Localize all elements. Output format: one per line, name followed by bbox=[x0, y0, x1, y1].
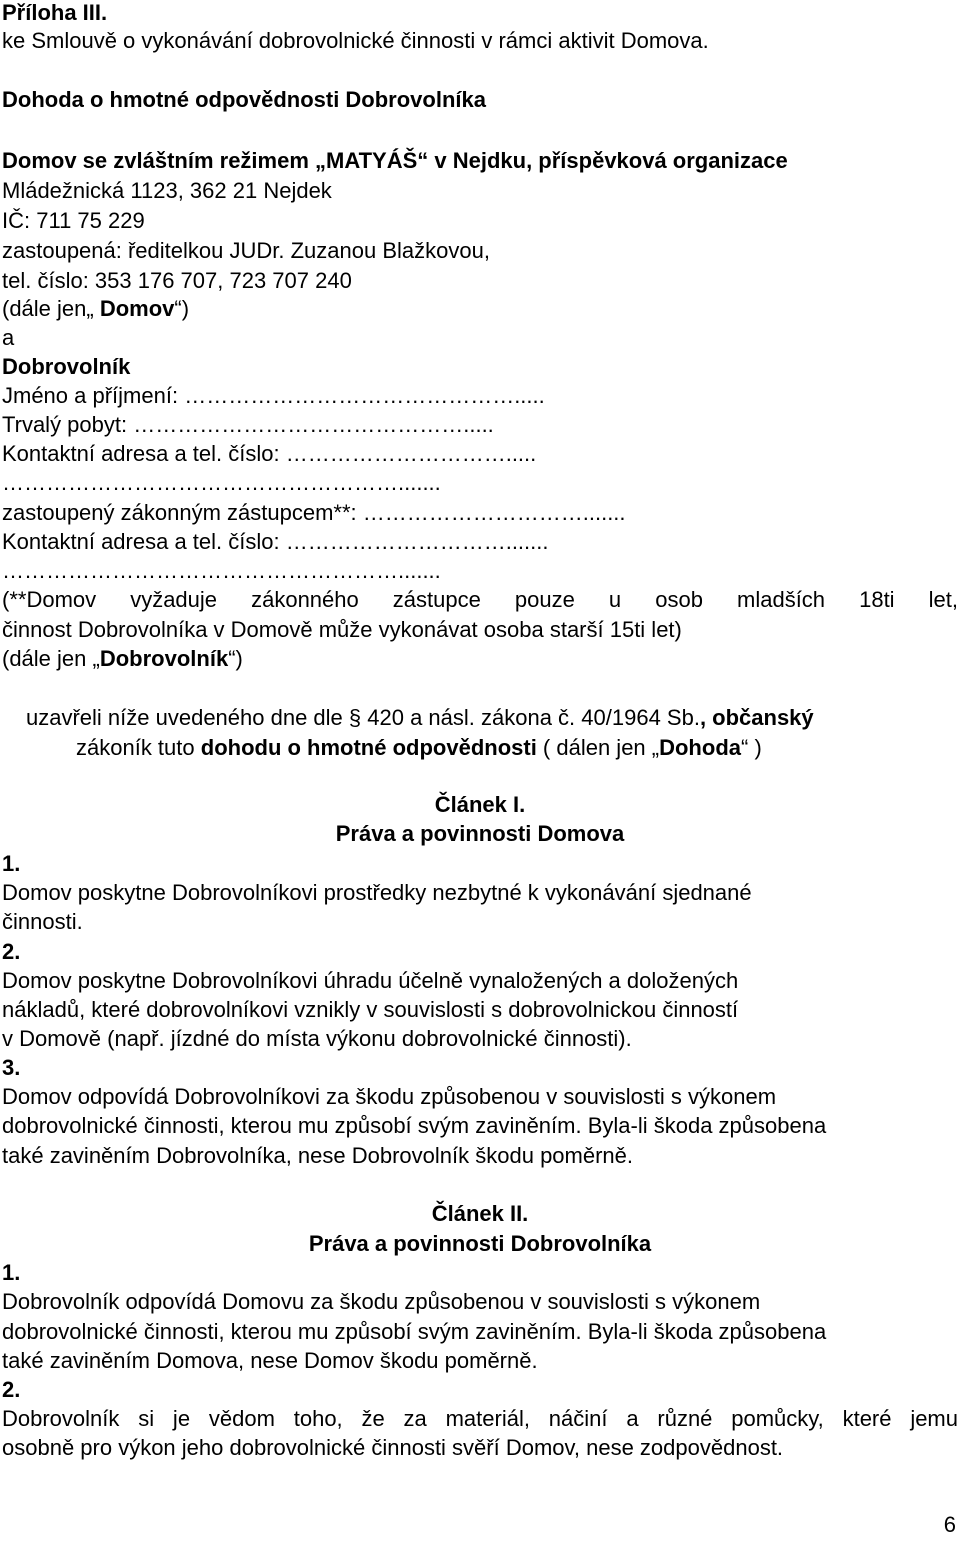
guardian-note-line-2: činnost Dobrovolníka v Domově může vykonávat osoba starší 15ti let) bbox=[2, 617, 682, 642]
annex-label: Příloha III. bbox=[2, 0, 108, 25]
article-2-item-1-line: dobrovolnické činnosti, kterou mu způsobí svým zaviněním. Byla-li škoda způsobena bbox=[2, 1319, 827, 1344]
alias-name: Dobrovolník bbox=[99, 646, 229, 671]
domov-name: Domov se zvláštním režimem „MATYÁŠ“ v Nejdku, příspěvková organizace bbox=[2, 148, 788, 173]
representative-line: zastoupený zákonným zástupcem**: …………………………....... bbox=[2, 500, 626, 525]
contract-reference: ke Smlouvě o vykonávání dobrovolnické činnosti v rámci aktivit Domova. bbox=[2, 28, 709, 53]
domov-represented: zastoupená: ředitelkou JUDr. Zuzanou Blažkovou, bbox=[2, 238, 490, 263]
article-2-item-2-line: osobně pro výkon jeho dobrovolnické činnosti svěří Domov, nese zodpovědnost. bbox=[2, 1435, 784, 1460]
alias-name: Domov bbox=[99, 296, 175, 321]
article-1-item-1-line: Domov poskytne Dobrovolníkovi prostředky nezbytné k vykonávání sjednané bbox=[2, 880, 752, 905]
alias-suffix: “) bbox=[228, 646, 243, 671]
article-1-number: Článek I. bbox=[434, 792, 526, 817]
agreement-text: , občanský bbox=[699, 705, 814, 730]
article-1-item-1-number: 1. bbox=[2, 851, 21, 876]
document-title: Dohoda o hmotné odpovědnosti Dobrovolníka bbox=[2, 87, 486, 112]
agreement-alias: Dohoda bbox=[659, 735, 741, 760]
agreement-text: uzavřeli níže uvedeného dne dle § 420 a násl. zákona č. 40/1964 Sb. bbox=[26, 705, 700, 730]
conjunction: a bbox=[2, 325, 15, 350]
volunteer-contact-line: Kontaktní adresa a tel. číslo: …………………………..... bbox=[2, 441, 537, 466]
alias-prefix: (dále jen „ bbox=[2, 646, 100, 671]
article-2-item-2-number: 2. bbox=[2, 1377, 21, 1402]
article-1-item-3-line: Domov odpovídá Dobrovolníkovi za škodu způsobenou v souvislosti s výkonem bbox=[2, 1084, 777, 1109]
article-1-item-3-line: také zaviněním Dobrovolníka, nese Dobrovolník škodu poměrně. bbox=[2, 1143, 634, 1168]
article-1-item-1-line: činnosti. bbox=[2, 909, 83, 934]
article-1-title: Práva a povinnosti Domova bbox=[335, 821, 625, 846]
domov-address: Mládežnická 1123, 362 21 Nejdek bbox=[2, 178, 332, 203]
agreement-bold-text: dohodu o hmotné odpovědnosti bbox=[200, 735, 537, 760]
agreement-text: zákoník tuto bbox=[76, 735, 201, 760]
volunteer-name-line: Jméno a příjmení: ………………………………………..... bbox=[2, 383, 545, 408]
article-1-item-3-number: 3. bbox=[2, 1055, 21, 1080]
agreement-text: “ ) bbox=[741, 735, 762, 760]
article-1-item-2-line: nákladů, které dobrovolníkovi vznikly v souvislosti s dobrovolnickou činností bbox=[2, 997, 739, 1022]
representative-contact-line-cont: ………………………………………………....... bbox=[2, 558, 441, 583]
agreement-text: ( dálen jen „ bbox=[536, 735, 660, 760]
article-2-item-1-number: 1. bbox=[2, 1260, 21, 1285]
volunteer-contact-line-cont: ………………………………………………....... bbox=[2, 470, 441, 495]
article-2-item-1-line: také zaviněním Domova, nese Domov škodu poměrně. bbox=[2, 1348, 538, 1373]
agreement-line-1 bbox=[26, 705, 814, 731]
volunteer-heading: Dobrovolník bbox=[2, 354, 131, 379]
volunteer-residence-line: Trvalý pobyt: ………………………………………..... bbox=[2, 412, 494, 437]
article-2-item-2-line: Dobrovolník si je vědom toho, že za materiál, náčiní a různé pomůcky, které jemu bbox=[2, 1406, 958, 1431]
guardian-note-line-1: (**Domov vyžaduje zákonného zástupce pouze u osob mladších 18ti let, bbox=[2, 587, 958, 612]
article-2-title: Práva a povinnosti Dobrovolníka bbox=[308, 1231, 652, 1256]
article-1-item-2-line: v Domově (např. jízdné do místa výkonu dobrovolnické činnosti). bbox=[2, 1026, 632, 1051]
page-number: 6 bbox=[943, 1512, 956, 1537]
article-2-number: Článek II. bbox=[431, 1201, 529, 1226]
article-1-item-2-number: 2. bbox=[2, 939, 21, 964]
article-1-item-3-line: dobrovolnické činnosti, kterou mu způsobí svým zaviněním. Byla-li škoda způsobena bbox=[2, 1113, 827, 1138]
article-1-item-2-line: Domov poskytne Dobrovolníkovi úhradu účelně vynaložených a doložených bbox=[2, 968, 739, 993]
domov-phone: tel. číslo: 353 176 707, 723 707 240 bbox=[2, 268, 352, 293]
article-2-item-1-line: Dobrovolník odpovídá Domovu za škodu způsobenou v souvislosti s výkonem bbox=[2, 1289, 761, 1314]
agreement-line-2 bbox=[76, 735, 762, 761]
representative-contact-line: Kontaktní adresa a tel. číslo: …………………………....... bbox=[2, 529, 549, 554]
domov-alias bbox=[2, 296, 189, 322]
volunteer-alias bbox=[2, 646, 243, 672]
alias-suffix: “) bbox=[174, 296, 190, 321]
domov-ic: IČ: 711 75 229 bbox=[2, 208, 145, 233]
alias-prefix: (dále jen„ bbox=[2, 296, 100, 321]
